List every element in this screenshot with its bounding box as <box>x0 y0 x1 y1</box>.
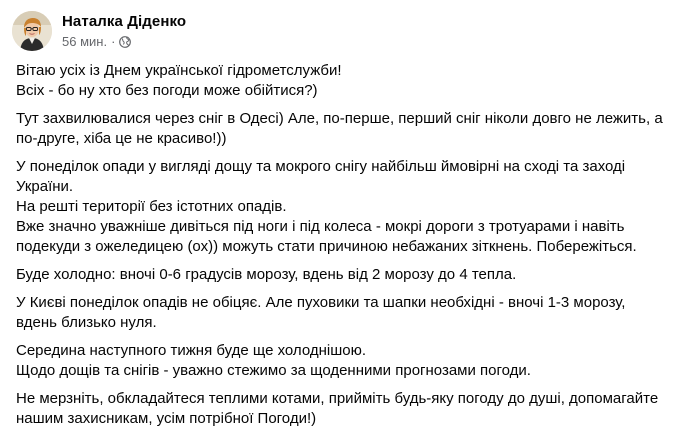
text-line: Вже значно уважніше дивіться під ноги і під колеса - мокрі дороги з тротуарами і навіть <box>16 218 625 235</box>
post-paragraph <box>16 157 666 257</box>
text-line: У понеділок опади у вигляді дощу та мокрого снігу найбільш ймовірні на сході та заході <box>16 158 626 175</box>
text-line: Щодо дощів та снігів - уважно стежимо за щоденними прогнозами погоди. <box>16 362 531 379</box>
text-line: На решті території без істотних опадів. <box>16 198 287 215</box>
text-line: України. <box>16 178 74 195</box>
text-line: Буде холодно: вночі 0-6 градусів морозу, вдень від 2 морозу до 4 тепла. <box>16 266 517 283</box>
text-line: У Києві понеділок опадів не обіцяє. Але пуховики та шапки необхідні - вночі 1-3 морозу, <box>16 294 626 311</box>
author-name[interactable]: Наталка Діденко <box>62 13 187 30</box>
post-timestamp[interactable]: 56 мин. <box>62 34 108 49</box>
post-paragraph <box>16 341 666 381</box>
text-line: Вітаю усіх із Днем української гідрометслужби! <box>16 62 342 79</box>
text-line: вдень близько нуля. <box>16 314 157 331</box>
post-header <box>12 8 186 54</box>
text-line: Середина наступного тижня буде ще холоднішою. <box>16 342 367 359</box>
text-line: Тут захвилювалися через сніг в Одесі) Але, по-перше, перший сніг ніколи довго не лежить, а <box>16 110 663 127</box>
text-line: нашим захисникам, усім потрібної Погоди!) <box>16 410 317 427</box>
post-paragraph <box>16 61 666 101</box>
post-subline <box>62 34 186 50</box>
post-meta <box>62 12 186 50</box>
avatar-image <box>12 11 52 51</box>
globe-icon[interactable] <box>119 36 131 48</box>
separator-dot: · <box>111 34 116 49</box>
post-paragraph <box>16 265 666 285</box>
post-paragraph <box>16 389 666 429</box>
author-avatar[interactable] <box>12 11 52 51</box>
text-line: подекуди з ожеледицею (ох)) можуть стати причиною небажаних зіткнень. Побережіться. <box>16 238 637 255</box>
post-body <box>16 61 666 433</box>
post-paragraph <box>16 293 666 333</box>
post-paragraph <box>16 109 666 149</box>
text-line: Не мерзніть, обкладайтеся теплими котами, прийміть будь-яку погоду до душі, допомагайте <box>16 390 659 407</box>
text-line: Всіх - бо ну хто без погоди може обійтися?) <box>16 82 318 99</box>
text-line: по-друге, хіба це не красиво!)) <box>16 130 227 147</box>
